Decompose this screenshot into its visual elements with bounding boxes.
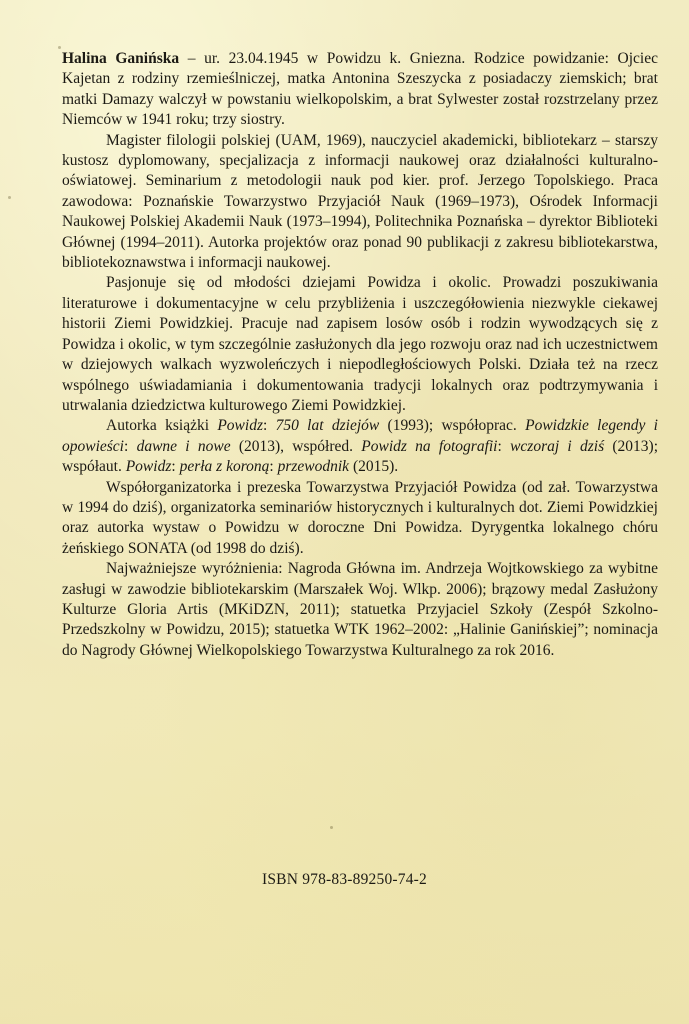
- pub-text: Autorka książki: [106, 417, 218, 435]
- paper-speck: [330, 826, 333, 829]
- isbn-number: ISBN 978-83-89250-74-2: [262, 871, 427, 888]
- pub-text: :: [124, 437, 137, 455]
- bio-paragraph-awards: Najważniejsze wyróżnienia: Nagroda Główna im. Andrzeja Wojtkowskiego za wybitne zasługi w zawodzie bibliotekarskim (Marszałek Woj. Wlkp. 2006); brązowy medal Zasłużony Kulturze Gloria Artis (MKiDZN, 2011); statuetka Przyjaciel Szkoły (Zespół Szkolno-Przedszkolny w Powidzu, 2015); statuetka WTK 1962–2002: „Halinie Ganińskiej”; nominacja do Nagrody Głównej Wielkopolskiego Towarzystwa Kulturalnego za rok 2016.: [62, 560, 658, 659]
- author-name: Halina Ganińska: [62, 50, 180, 67]
- pub-text: :: [497, 437, 511, 455]
- bio-paragraph-education: Magister filologii polskiej (UAM, 1969), nauczyciel akademicki, bibliotekarz – starszy kustosz dyplomowany, specjalizacja z informacji naukowej oraz działalności kulturalno-oświatowej. Seminarium z metodologii nauk pod kier. prof. Jerzego Topolskiego. Praca zawodowa: Poznańskie Towarzystwo Przyjaciół Nauk (1969–1973), Ośrodek Informacji Naukowej Polskiej Akademii Nauk (1973–1994), Politechnika Poznańska – dyrektor Biblioteki Głównej (1994–2011). Autorka projektów oraz ponad 90 publikacji z zakresu bibliotekarstwa, bibliotekoznawstwa i informacji naukowej.: [62, 131, 658, 272]
- pub-text: (2013), współred.: [230, 437, 362, 455]
- bio-paragraph-passion: Pasjonuje się od młodości dziejami Powidza i okolic. Prowadzi poszukiwania literaturowe i dokumentacyjne w celu przybliżenia i uszczegółowienia niezwykle ciekawej historii Ziemi Powidzkiej. Pracuje nad zapisem losów osób i rodzin wywodzących się z Powidza i okolic, w tym szczególnie zasłużonych dla jego rozwoju oraz nad ich uczestnictwem w dziejowych walkach wyzwoleńczych i niepodległościowych Polski. Działa też na rzecz wspólnego uświadamiania i dokumentowania tradycji lokalnych oraz podtrzymywania i utrwalania dziedzictwa kulturowego Ziemi Powidzkiej.: [62, 274, 658, 414]
- pub-title: przewodnik: [277, 458, 350, 476]
- pub-title: wczoraj i dziś: [510, 437, 605, 455]
- pub-text: :: [171, 458, 180, 476]
- pub-title: perła z koroną: [179, 458, 270, 476]
- pub-title: Powidz: [125, 458, 172, 476]
- pub-title: Powidz na fotografii: [361, 437, 498, 455]
- bio-paragraph-publications: [62, 416, 658, 477]
- pub-title: Powidzkie legendy i opowieści: [62, 417, 658, 455]
- pub-title: 750 lat dziejów: [275, 417, 380, 435]
- pub-title: dawne i nowe: [136, 437, 231, 455]
- pub-text: :: [269, 458, 278, 476]
- author-biography: [62, 49, 658, 661]
- pub-text: (2013); współaut.: [62, 437, 658, 476]
- pub-title: Powidz: [217, 417, 263, 435]
- pub-text: (2015).: [349, 458, 399, 476]
- paper-speck: [8, 196, 11, 199]
- bio-paragraph-intro: [62, 49, 658, 131]
- paper-speck: [58, 46, 61, 49]
- pub-text: (1993); współoprac.: [379, 417, 526, 435]
- bio-paragraph-society: Współorganizatorka i prezeska Towarzystwa Przyjaciół Powidza (od zał. Towarzystwa w 1994 do dziś), organizatorka seminariów historycznych i kulturalnych dot. Ziemi Powidzkiej oraz autorka wystaw o Powidzu w doroczne Dni Powidza. Dyrygentka lokalnego chóru żeńskiego SONATA (od 1998 do dziś).: [62, 478, 658, 557]
- pub-text: :: [262, 417, 276, 435]
- bio-intro-text: – ur. 23.04.1945 w Powidzu k. Gniezna. Rodzice powidzanie: Ojciec Kajetan z rodziny rzemieślniczej, matka Antonina Szeszycka z posiadaczy ziemskich; brat matki Damazy walczył w powstaniu wielkopolskim, a brat Sylwester został rozstrzelany przez Niemców w 1941 roku; trzy siostry.: [62, 50, 659, 129]
